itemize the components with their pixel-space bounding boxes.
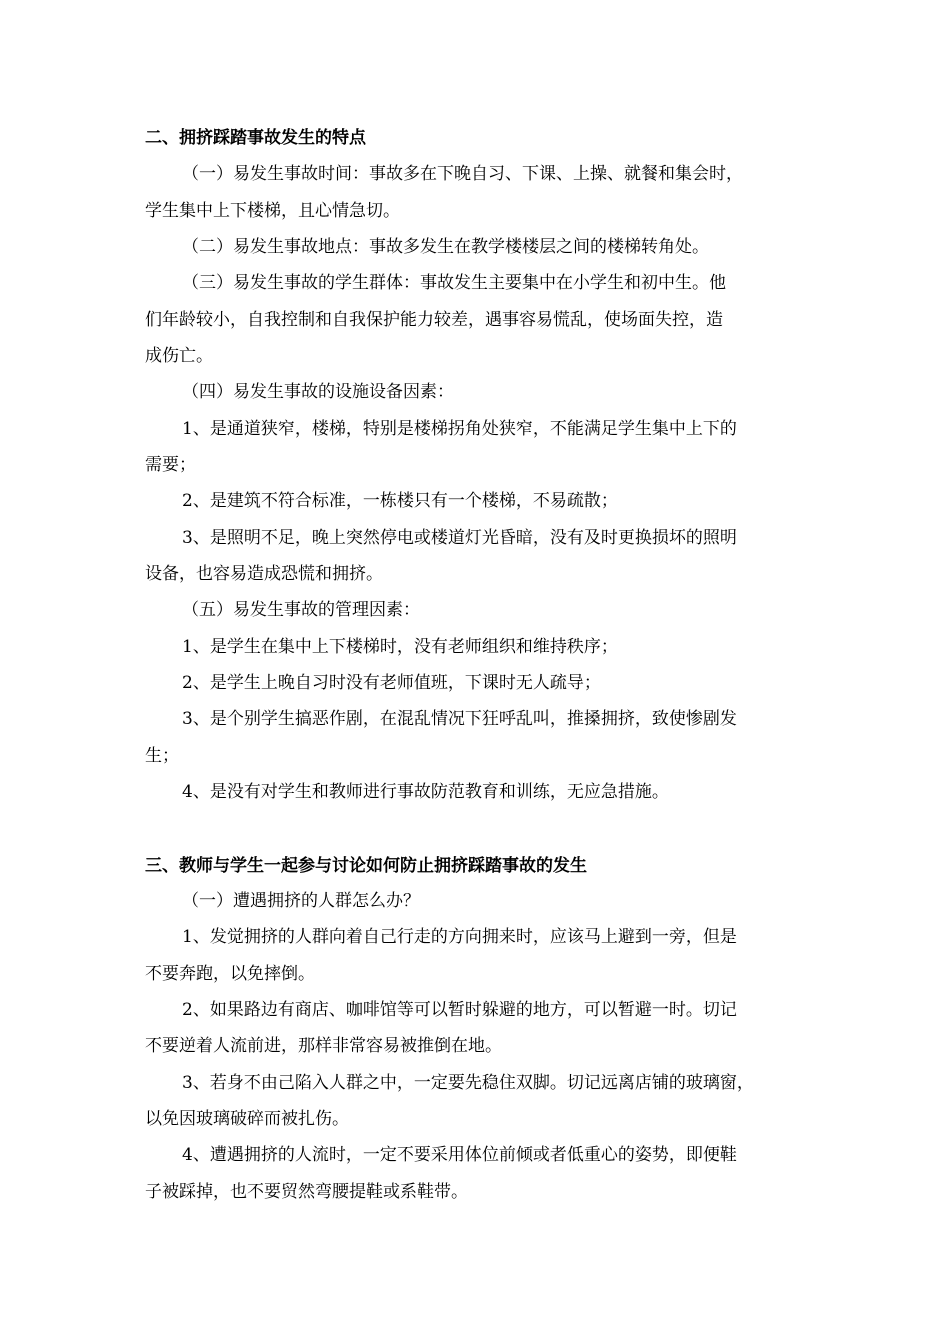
paragraph-line: 设备，也容易造成恐慌和拥挤。 [145, 564, 383, 584]
paragraph-line: 2、是建筑不符合标准，一栋楼只有一个楼梯，不易疏散； [182, 491, 618, 511]
paragraph-line: 成伤亡。 [145, 346, 213, 366]
paragraph-line: 1、是通道狭窄，楼梯，特别是楼梯拐角处狭窄，不能满足学生集中上下的 [182, 419, 737, 439]
paragraph-line: 子被踩掉，也不要贸然弯腰提鞋或系鞋带。 [145, 1182, 468, 1202]
paragraph-line: 2、是学生上晚自习时没有老师值班，下课时无人疏导； [182, 673, 601, 693]
paragraph-line: 1、发觉拥挤的人群向着自己行走的方向拥来时，应该马上避到一旁，但是 [182, 927, 737, 947]
paragraph-line: 需要； [145, 455, 196, 475]
paragraph-line: （四）易发生事故的设施设备因素： [182, 382, 454, 402]
paragraph-line: 学生集中上下楼梯，且心情急切。 [145, 201, 400, 221]
paragraph-line: 1、是学生在集中上下楼梯时，没有老师组织和维持秩序； [182, 637, 618, 657]
paragraph-line: 3、是个别学生搞恶作剧，在混乱情况下狂呼乱叫，推搡拥挤，致使惨剧发 [182, 709, 737, 729]
paragraph-line: 4、遭遇拥挤的人流时，一定不要采用体位前倾或者低重心的姿势，即便鞋 [182, 1145, 737, 1165]
paragraph-line: 生； [145, 746, 179, 766]
section-2-heading: 二、拥挤踩踏事故发生的特点 [145, 128, 366, 148]
paragraph-line: （二）易发生事故地点：事故多发生在教学楼楼层之间的楼梯转角处。 [182, 237, 709, 257]
paragraph-line: 们年龄较小，自我控制和自我保护能力较差，遇事容易慌乱，使场面失控，造 [145, 310, 723, 330]
paragraph-line: 不要奔跑，以免摔倒。 [145, 964, 315, 984]
section-3-heading: 三、教师与学生一起参与讨论如何防止拥挤踩踏事故的发生 [145, 856, 587, 876]
paragraph-line: 3、若身不由己陷入人群之中，一定要先稳住双脚。切记远离店铺的玻璃窗， [182, 1073, 754, 1093]
paragraph-line: （一）遭遇拥挤的人群怎么办？ [182, 891, 420, 911]
paragraph-line: 以免因玻璃破碎而被扎伤。 [145, 1109, 349, 1129]
paragraph-line: 不要逆着人流前进，那样非常容易被推倒在地。 [145, 1036, 502, 1056]
paragraph-line: 4、是没有对学生和教师进行事故防范教育和训练，无应急措施。 [182, 782, 669, 802]
paragraph-line: 2、如果路边有商店、咖啡馆等可以暂时躲避的地方，可以暂避一时。切记 [182, 1000, 737, 1020]
paragraph-line: （一）易发生事故时间：事故多在下晚自习、下课、上操、就餐和集会时， [182, 164, 743, 184]
paragraph-line: （五）易发生事故的管理因素： [182, 600, 420, 620]
paragraph-line: 3、是照明不足，晚上突然停电或楼道灯光昏暗，没有及时更换损坏的照明 [182, 528, 737, 548]
paragraph-line: （三）易发生事故的学生群体：事故发生主要集中在小学生和初中生。他 [182, 273, 726, 293]
